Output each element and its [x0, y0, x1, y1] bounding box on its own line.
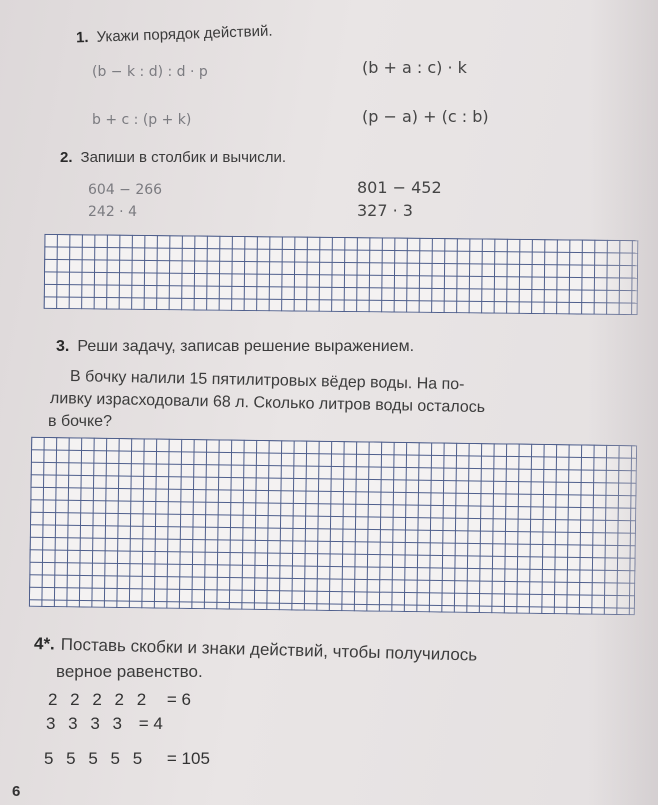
task4-instruction: Поставь скобки и знаки действий, чтобы получилось — [60, 634, 478, 665]
task1-number: 1. — [75, 28, 89, 47]
task1-expression: (b − k : d) : d · p — [92, 64, 208, 80]
equation-digits: 2 2 2 2 2 — [48, 690, 151, 709]
task2-expression: 801 − 452 — [357, 178, 442, 197]
task4-heading — [34, 634, 478, 666]
equation-result: = 4 — [138, 714, 163, 733]
page-number: 6 — [12, 783, 21, 800]
task2-heading — [60, 149, 286, 166]
task3-text-line: В бочку налили 15 пятилитровых вёдер воды. На по- — [69, 368, 465, 394]
equation-result: = 105 — [166, 749, 210, 768]
answer-grid-1[interactable] — [44, 234, 639, 315]
equation-row — [46, 714, 163, 734]
task2-instruction: Запиши в столбик и вычисли. — [80, 149, 287, 166]
page-curl-shadow — [588, 0, 658, 805]
task2-expression: 327 · 3 — [357, 201, 413, 220]
task3-text-line: ливку израсходовали 68 л. Сколько литров воды осталось — [49, 390, 486, 417]
task3-number: 3. — [56, 338, 70, 355]
task3-heading — [56, 338, 414, 356]
equation-digits: 3 3 3 3 — [46, 714, 126, 733]
answer-grid-2[interactable] — [29, 437, 637, 615]
task2-number: 2. — [60, 149, 73, 166]
task3-text-line: в бочке? — [48, 413, 112, 430]
task2-expression: 242 · 4 — [88, 204, 137, 220]
task1-instruction: Укажи порядок действий. — [96, 22, 273, 46]
equation-row — [44, 749, 210, 769]
grid-lines — [44, 234, 639, 315]
equation-result: = 6 — [166, 690, 192, 709]
task4-instruction-line: верное равенство. — [56, 662, 203, 681]
task3-instruction: Реши задачу, записав решение выражением. — [77, 338, 415, 355]
grid-lines — [29, 437, 637, 615]
task1-expression: b + c : (p + k) — [92, 112, 192, 128]
task2-expression: 604 − 266 — [88, 182, 163, 198]
task1-expression: (b + a : c) · k — [362, 58, 467, 77]
task1-expression: (p − a) + (c : b) — [362, 107, 489, 126]
task4-number: 4*. — [33, 634, 56, 654]
task1-heading — [76, 23, 273, 47]
equation-digits: 5 5 5 5 5 — [44, 749, 147, 768]
equation-row — [48, 690, 191, 710]
